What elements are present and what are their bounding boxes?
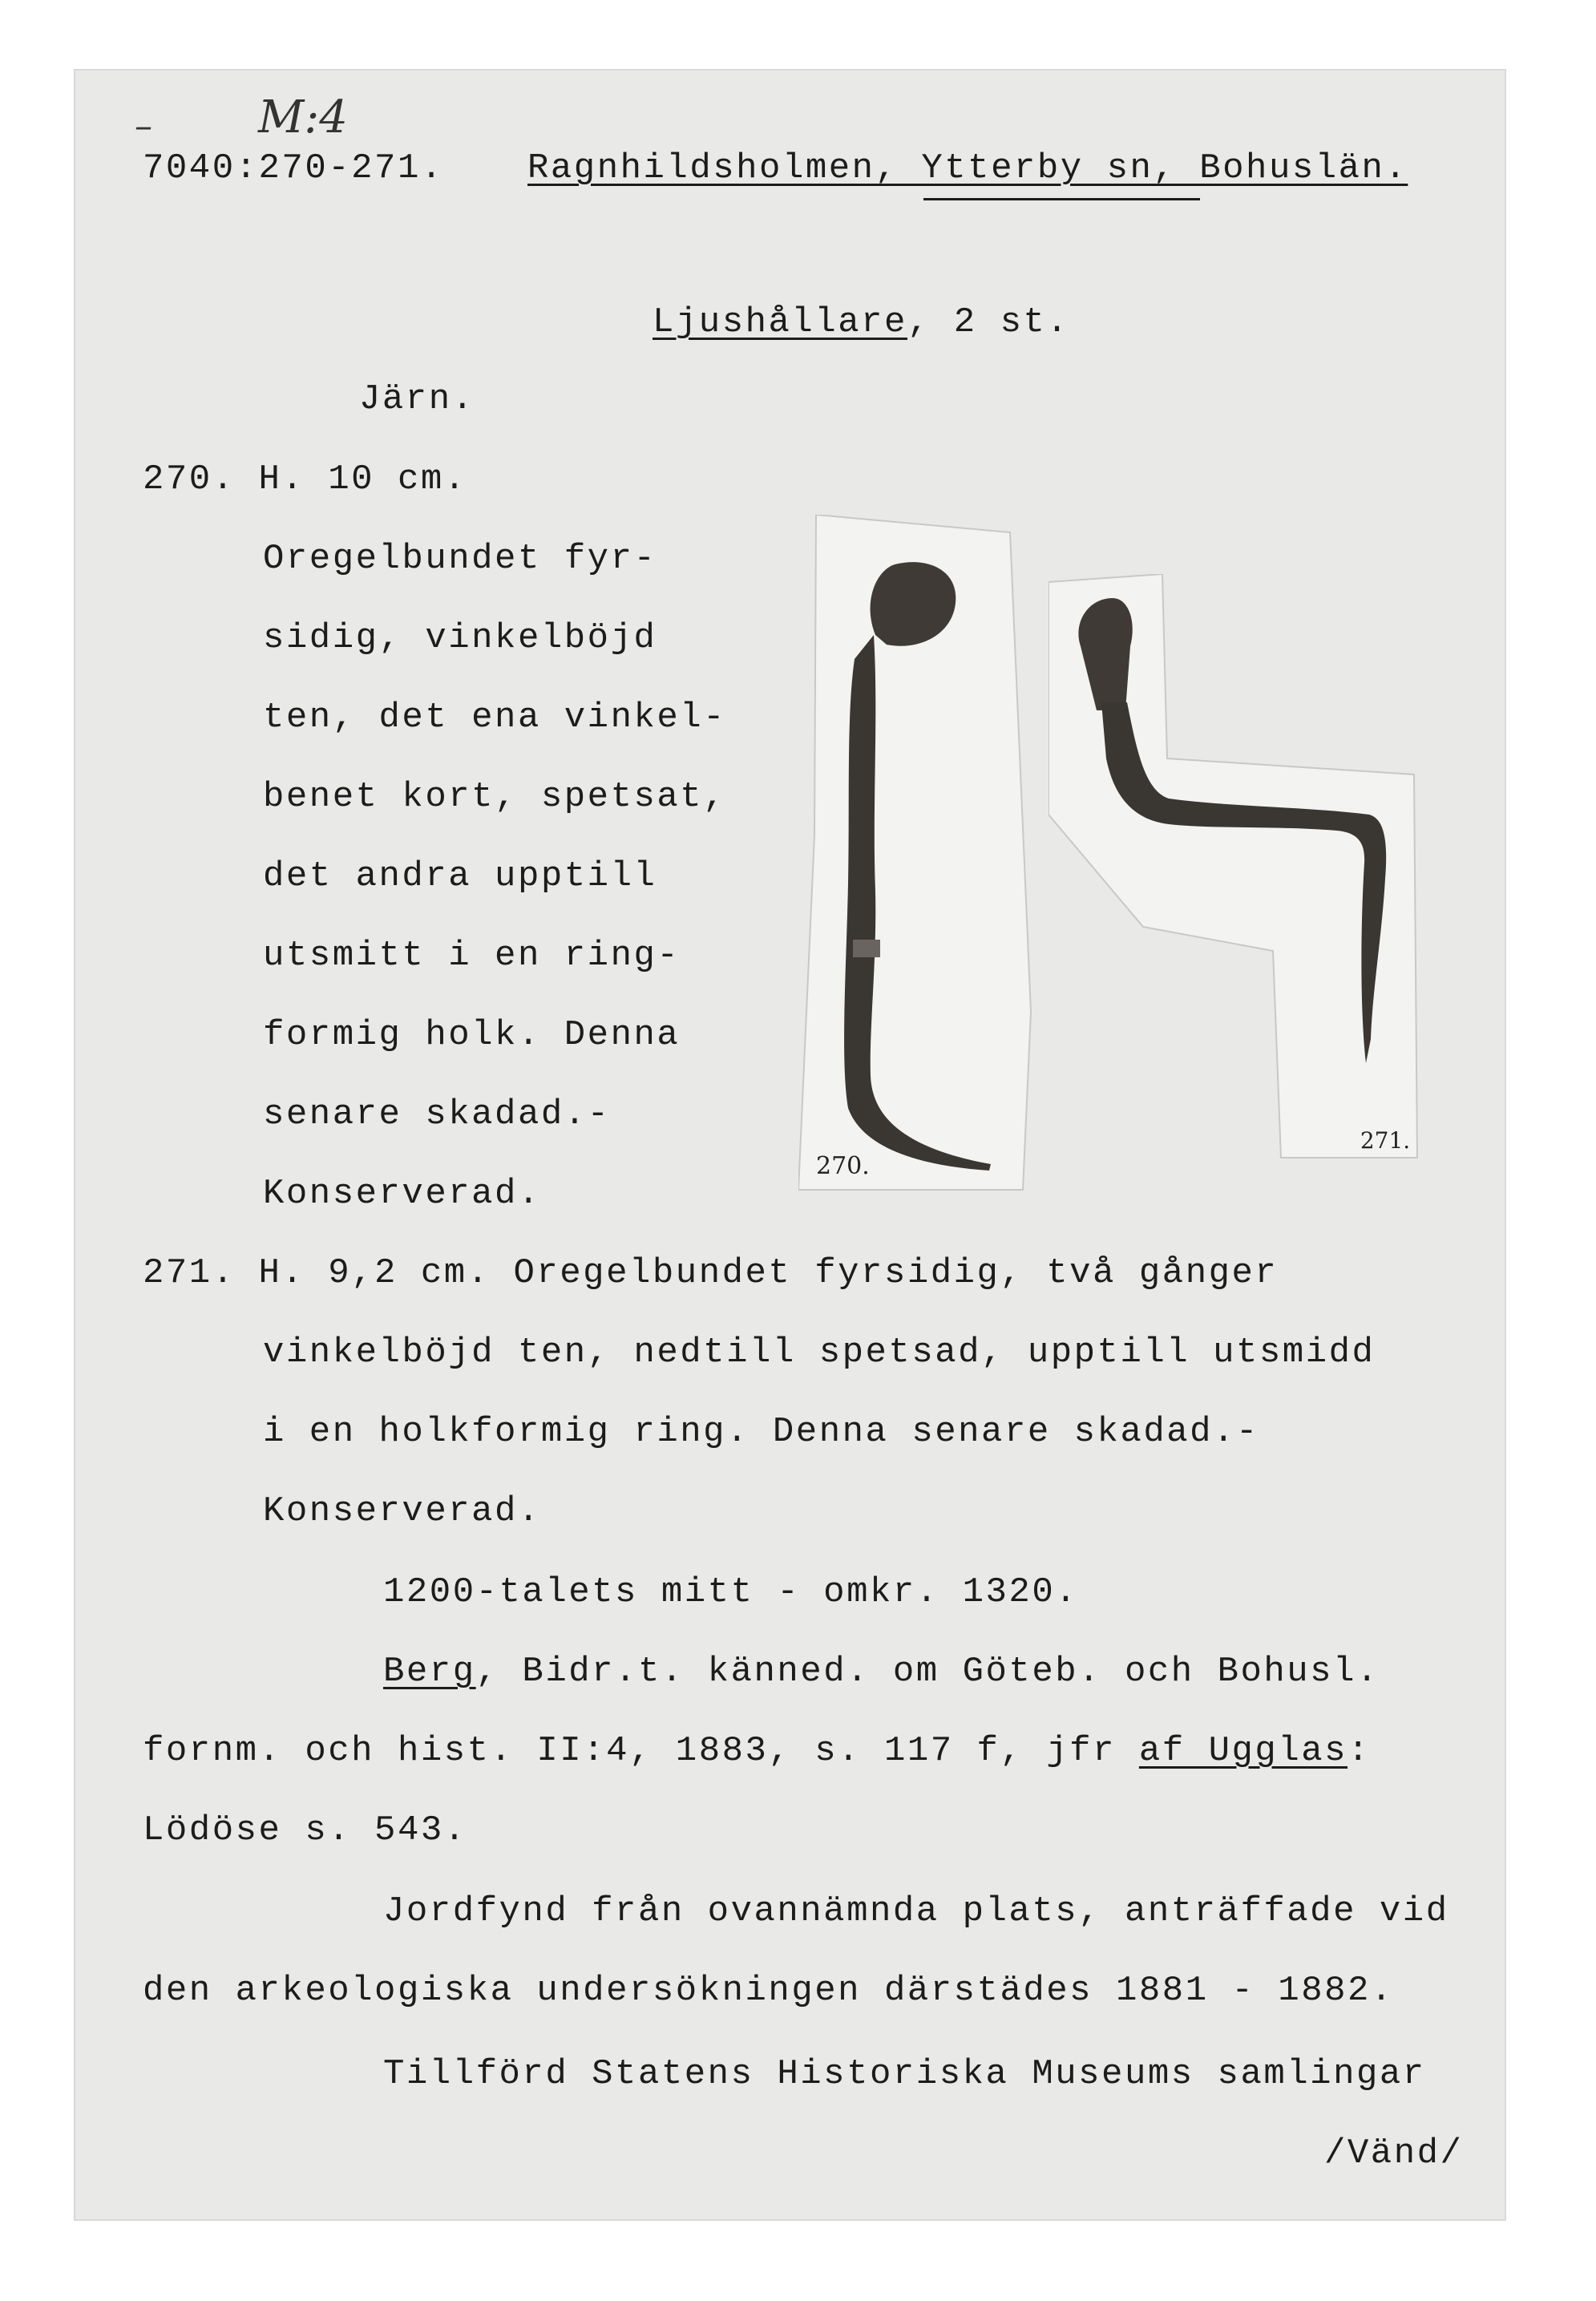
item-270-line-7: utsmitt i en ring-: [263, 936, 681, 976]
photo-label-270: 270.: [816, 1152, 870, 1180]
photo-candleholder-270: [798, 515, 1039, 1196]
reference-line-2-pre: fornm. och hist. II:4, 1883, s. 117 f, jfr: [143, 1731, 1139, 1771]
object-title: [653, 301, 1069, 343]
material: Järn.: [359, 379, 475, 419]
item-270-line-6: det andra upptill: [263, 856, 657, 896]
object-count: , 2 st.: [907, 302, 1070, 342]
photo-candleholder-271: [1049, 574, 1425, 1159]
location-underline-extra: [923, 198, 1200, 200]
item-270-line-10: Konserverad.: [263, 1174, 541, 1214]
reference-rest: , Bidr.t. känned. om Göteb. och Bohusl.: [475, 1652, 1380, 1692]
object-name: Ljushållare: [653, 302, 907, 342]
accession: Tillförd Statens Historiska Museums samlingar: [383, 2054, 1426, 2094]
catalog-number: 7040:270-271.: [143, 148, 444, 188]
reference-line-2: [143, 1730, 1371, 1772]
item-271-line-4: Konserverad.: [263, 1491, 541, 1531]
item-270-line-2: Oregelbundet fyr-: [263, 539, 657, 579]
catalog-card: [74, 69, 1506, 2221]
reference-author: Berg: [383, 1652, 476, 1692]
reference-line-1: [383, 1651, 1380, 1692]
reference-line-2-post: :: [1348, 1731, 1371, 1771]
dating: 1200-talets mitt - omkr. 1320.: [383, 1572, 1079, 1612]
photo-label-271: 271.: [1360, 1127, 1411, 1154]
handwritten-dash: –: [135, 106, 152, 147]
reference-line-3: Lödöse s. 543.: [143, 1810, 467, 1850]
find-line-1: Jordfynd från ovannämnda plats, anträffade vid: [383, 1891, 1449, 1931]
find-line-2: den arkeologiska undersökningen därstädes 1881 - 1882.: [143, 1971, 1394, 2011]
item-270-line-4: ten, det ena vinkel-: [263, 698, 727, 738]
item-270-line-1: 270. H. 10 cm.: [143, 459, 467, 499]
item-271-line-3: i en holkformig ring. Denna senare skadad.-: [263, 1412, 1259, 1452]
item-271-line-1: 271. H. 9,2 cm. Oregelbundet fyrsidig, två gånger: [143, 1253, 1279, 1293]
handwritten-mark: M:4: [258, 91, 348, 144]
turn-over-note: /Vänd/: [1324, 2133, 1464, 2174]
item-270-line-5: benet kort, spetsat,: [263, 777, 727, 817]
item-270-line-9: senare skadad.-: [263, 1094, 611, 1134]
reference-author-2: af Ugglas: [1138, 1731, 1348, 1771]
find-location: Ragnhildsholmen, Ytterby sn, Bohuslän.: [527, 148, 1408, 188]
item-270-line-3: sidig, vinkelböjd: [263, 618, 657, 658]
item-271-line-2: vinkelböjd ten, nedtill spetsad, upptill utsmidd: [263, 1332, 1376, 1373]
item-270-line-8: formig holk. Denna: [263, 1015, 681, 1055]
